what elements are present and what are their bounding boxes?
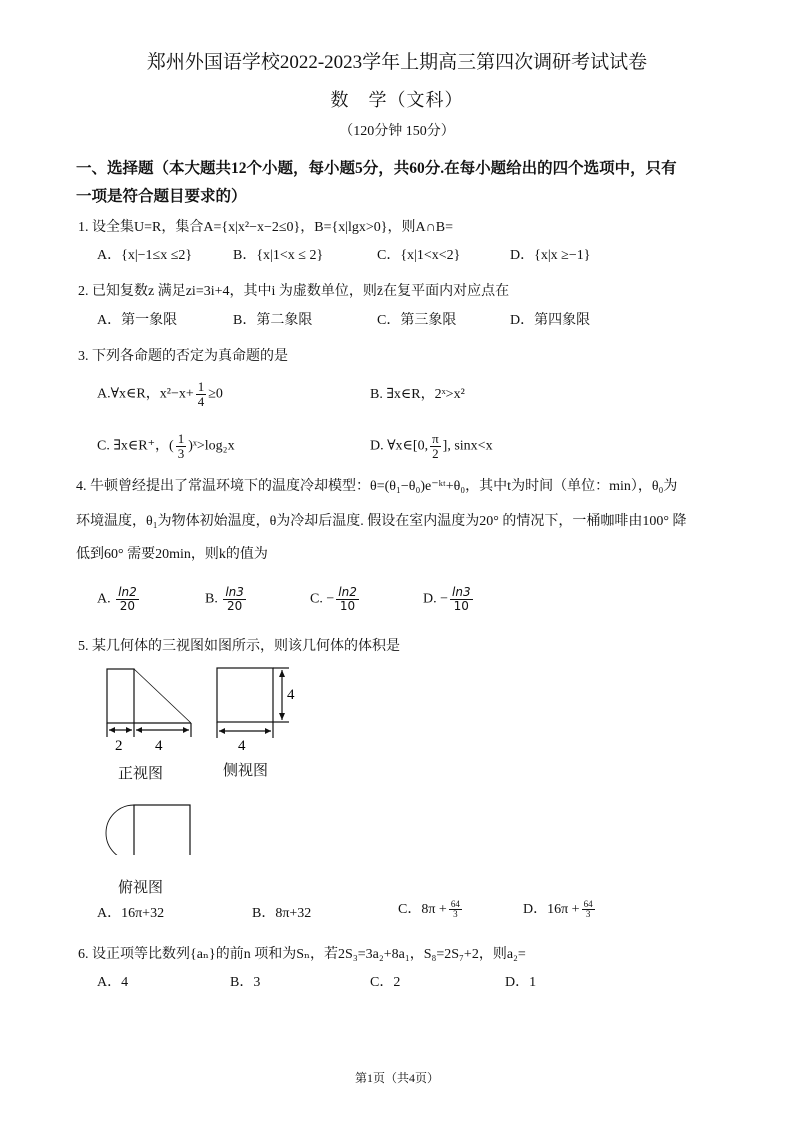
section-heading-cont: 一项是符合题目要求的） <box>76 188 247 205</box>
q6-option-b: B．3 <box>230 975 261 990</box>
q1-stem: 1. 设全集U=R，集合A={x|x²−x−2≤0}，B={x|lgx>0}，则A∩B= <box>78 220 453 235</box>
q4-option-b <box>205 586 248 612</box>
numerator: ln3 <box>225 585 244 599</box>
dim-front-right: 4 <box>155 738 163 754</box>
q4-option-c <box>310 586 361 612</box>
top-view-label: 俯视图 <box>118 880 164 896</box>
option-sign: − <box>440 591 449 607</box>
fraction <box>430 432 441 460</box>
option-label: A. <box>97 591 111 607</box>
q3-c-text-end: )ˣ>log₂x <box>188 438 235 454</box>
q4-stem-line2: 环境温度，θ₁为物体初始温度，θ为冷却后温度. 假设在室内温度为20° 的情况下，一桶咖啡由100° 降 <box>76 514 687 529</box>
dim-side-width: 4 <box>238 738 246 754</box>
q2-option-d: D．第四象限 <box>510 313 591 328</box>
q1-option-b: B．{x|1<x ≤ 2} <box>233 248 324 263</box>
fraction <box>116 586 139 612</box>
top-view-semicircle <box>106 805 134 855</box>
q1-option-c: C．{x|1<x<2} <box>377 248 461 263</box>
fraction <box>336 586 359 612</box>
exam-info: （120分钟 150分） <box>339 124 455 139</box>
page-footer: 第1页（共4页） <box>354 1071 439 1085</box>
q4-option-d <box>423 586 475 612</box>
q3-option-a <box>97 380 223 408</box>
page-title: 郑州外国语学校2022-2023学年上期高三第四次调研考试试卷 <box>146 52 648 73</box>
q6-option-c: C．2 <box>370 975 401 990</box>
front-view <box>107 669 191 737</box>
numerator: ln2 <box>118 585 137 599</box>
denominator: 3 <box>585 909 591 920</box>
side-view-rect <box>217 668 273 722</box>
denominator: 3 <box>177 445 185 461</box>
section-heading: 一、选择题（本大题共12个小题，每小题5分，共60分.在每小题给出的四个选项中，只有 <box>76 160 677 177</box>
denominator: 2 <box>432 445 439 461</box>
denominator: 20 <box>119 598 136 613</box>
option-label: B. <box>205 591 218 607</box>
q5-option-b: B．8π+32 <box>252 906 312 921</box>
q3-c-text: C. ∃x∈R⁺，( <box>97 438 174 454</box>
fraction <box>176 432 187 460</box>
numerator: π <box>432 431 439 446</box>
q3-d-text: D. ∀x∈[0, <box>370 438 429 454</box>
denominator: 10 <box>453 598 469 613</box>
q2-stem: 2. 已知复数z 满足zi=3i+4，其中i 为虚数单位，则z̄在复平面内对应点在 <box>78 284 510 299</box>
side-view <box>217 668 289 738</box>
dim-side-height: 4 <box>287 687 295 703</box>
denominator: 20 <box>226 598 243 613</box>
q3-a-text: A.∀x∈R，x²−x+ <box>97 386 194 402</box>
denominator: 10 <box>339 598 356 613</box>
fraction <box>196 380 207 408</box>
q3-option-c <box>97 432 235 460</box>
numerator: 64 <box>583 899 593 909</box>
front-view-slope <box>134 669 191 723</box>
side-view-label: 侧视图 <box>223 763 269 779</box>
q5-option-a: A．16π+32 <box>97 906 165 921</box>
numerator: 64 <box>450 899 460 909</box>
q5-option-c <box>398 900 464 920</box>
q4-stem-line3: 低到60° 需要20min，则k的值为 <box>76 547 268 562</box>
numerator: ln2 <box>338 585 357 599</box>
q5-c-text: C．8π + <box>398 902 447 918</box>
denominator: 4 <box>197 393 205 409</box>
q4-option-a <box>97 586 141 612</box>
option-label: D. <box>423 591 437 607</box>
q2-option-a: A．第一象限 <box>97 313 178 328</box>
fraction <box>582 900 595 920</box>
q5-d-text: D．16π + <box>523 902 580 918</box>
subject-title: 数 学（文科） <box>330 90 464 110</box>
q6-option-a: A．4 <box>97 975 129 990</box>
fraction <box>450 586 473 612</box>
q2-option-c: C．第三象限 <box>377 313 457 328</box>
q3-option-d <box>370 432 493 460</box>
q3-d-text-end: ], sinx<x <box>442 438 493 454</box>
front-view-rect <box>107 669 134 723</box>
fraction <box>223 586 246 612</box>
numerator: ln3 <box>452 585 471 599</box>
q3-option-b: B. ∃x∈R，2ˣ>x² <box>370 387 465 402</box>
q5-option-d <box>523 900 597 920</box>
q3-a-text-end: ≥0 <box>208 386 223 402</box>
denominator: 3 <box>453 909 458 920</box>
top-view-rect <box>134 805 190 855</box>
q2-option-b: B．第二象限 <box>233 313 313 328</box>
q1-option-a: A．{x|−1≤x ≤2} <box>97 248 193 263</box>
front-view-label: 正视图 <box>118 766 164 782</box>
q5-stem: 5. 某几何体的三视图如图所示，则该几何体的体积是 <box>78 639 400 654</box>
three-view-figure <box>95 665 315 855</box>
q3-stem: 3. 下列各命题的否定为真命题的是 <box>78 349 288 364</box>
q1-option-d: D．{x|x ≥−1} <box>510 248 591 263</box>
numerator: 1 <box>197 379 205 394</box>
option-label: C. <box>310 591 323 607</box>
q4-stem-line1: 4. 牛顿曾经提出了常温环境下的温度冷却模型：θ=(θ₁−θ₀)e⁻ᵏᵗ+θ₀，其中t为时间（单位：min），θ₀为 <box>76 479 678 494</box>
q6-option-d: D．1 <box>505 975 537 990</box>
fraction <box>449 900 462 920</box>
dim-front-left: 2 <box>115 738 123 754</box>
option-sign: − <box>326 591 335 607</box>
numerator: 1 <box>177 431 185 446</box>
q6-stem: 6. 设正项等比数列{aₙ}的前n 项和为Sₙ，若2S₃=3a₂+8a₁，S₈=2S₇+2，则a₂= <box>78 947 526 962</box>
top-view <box>106 805 190 855</box>
